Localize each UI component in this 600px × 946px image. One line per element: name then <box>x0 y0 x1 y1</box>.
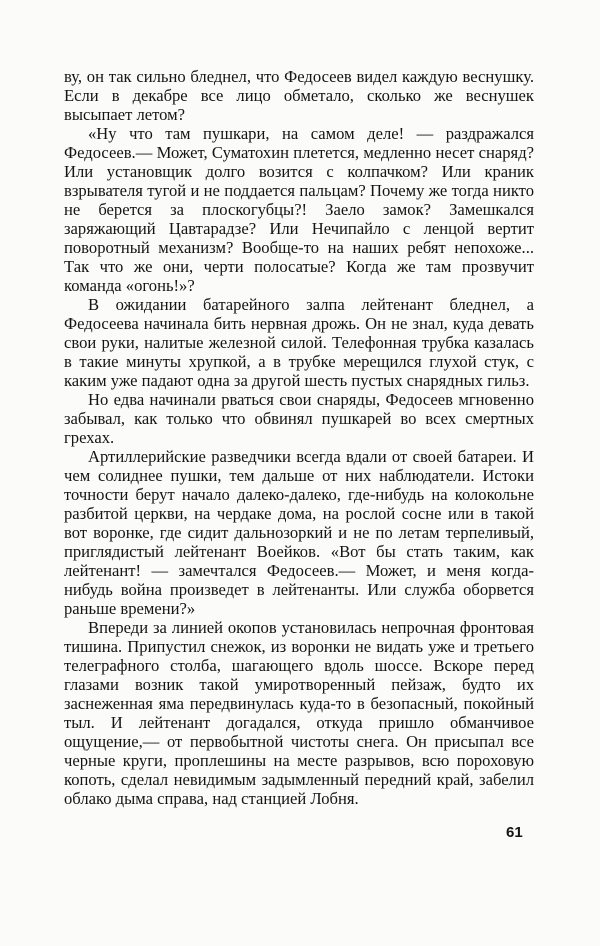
paragraph-front-silence: Впереди за линией окопов установилась непрочная фронтовая тишина. Припустил снежок, из воронки не видать уже и третьего телеграфного столба, шагающего вдоль шоссе. Вскоре перед глазами возник такой умиротворенный пейзаж, будто их заснеженная яма передвинулась куда-то в безопасный, покойный тыл. И лейтенант догадался, откуда пришло обманчивое ощущение,— от первобытной чистоты снега. Он присыпал все черные круги, проплешины на месте разрывов, всю пороховую копоть, сделал невидимым задымленный передний край, забелил облако дыма справа, над станцией Лобня. <box>64 618 534 808</box>
paragraph-scouts: Артиллерийские разведчики всегда вдали от своей батареи. И чем солиднее пушки, тем дальше от них наблюдатели. Истоки точности берут начало далеко-далеко, где-нибудь на колокольне разбитой церкви, на чердаке дома, на рослой сосне или в такой вот воронке, где сидит дальнозоркий и не по летам терпеливый, приглядистый лейтенант Воейков. «Вот бы стать таким, как лейтенант! — замечтался Федосеев.— Может, и меня когда-нибудь война произведет в лейтенанты. Или служба оборвется раньше времени?» <box>64 447 534 618</box>
paragraph-shells-exploding: Но едва начинали рваться свои снаряды, Федосеев мгновенно забывал, как только что обвинял пушкарей во всех смертных грехах. <box>64 390 534 447</box>
paragraph-fedoseev-thoughts: «Ну что там пушкари, на самом деле! — раздражался Федосеев.— Может, Суматохин плетется, медленно несет снаряд? Или установщик долго возится с колпачком? Или краник взрывателя тугой и не поддается пальцам? Почему же тогда никто не берется за плоскогубцы?! Заело замок? Замешкался заряжающий Цавтарадзе? Или Нечипайло с ленцой вертит поворотный механизм? Вообще-то на наших ребят непохоже... Так что же они, черти полосатые? Когда же там прозвучит команда «огонь!»? <box>64 124 534 295</box>
page-number: 61 <box>506 824 523 841</box>
page-body <box>64 67 534 808</box>
paragraph-waiting-salvo: В ожидании батарейного залпа лейтенант бледнел, а Федосеева начинала бить нервная дрожь. Он не знал, куда девать свои руки, налитые железной силой. Телефонная трубка казалась в такие минуты хрупкой, а в трубке мерещился глухой стук, с каким уже падают одна за другой шесть пустых снарядных гильз. <box>64 295 534 390</box>
paragraph-continuation: ву, он так сильно бледнел, что Федосеев видел каждую веснушку. Если в декабре все лицо обметало, сколько же веснушек высыпает летом? <box>64 67 534 124</box>
